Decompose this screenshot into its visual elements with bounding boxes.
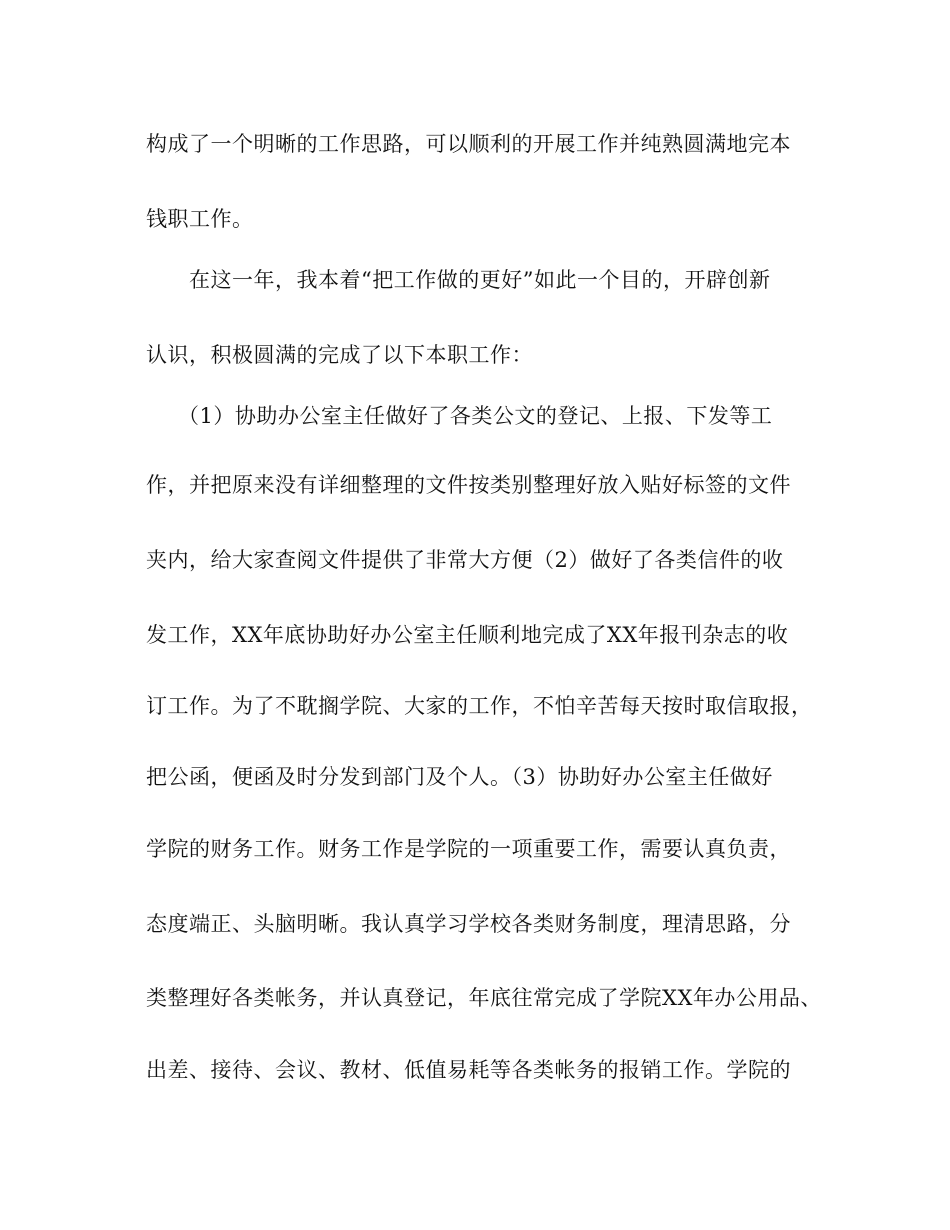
text-line: 出差、接待、会议、教材、低值易耗等各类帐务的报销工作。学院的 — [146, 1058, 791, 1082]
text-line: 订工作。为了不耽搁学院、大家的工作，不怕辛苦每天按时取信取报， — [146, 694, 813, 718]
paragraph-start-line: 在这一年，我本着“把工作做的更好”如此一个目的，开辟创新 — [189, 268, 771, 292]
text-line: 发工作，XX年底协助好办公室主任顺利地完成了XX年报刊杂志的收 — [146, 623, 789, 647]
text-line: 把公函，便函及时分发到部门及个人。（3）协助好办公室主任做好 — [146, 765, 773, 789]
text-line: 夹内，给大家查阅文件提供了非常大方便（2）做好了各类信件的收 — [146, 548, 784, 572]
text-line: 类整理好各类帐务，并认真登记，年底往常完成了学院XX年办公用品、 — [146, 986, 822, 1010]
text-line: 认识，积极圆满的完成了以下本职工作： — [146, 343, 533, 367]
text-line: 学院的财务工作。财务工作是学院的一项重要工作，需要认真负责， — [146, 837, 791, 861]
text-line: 作，并把原来没有详细整理的文件按类别整理好放入贴好标签的文件 — [146, 473, 791, 497]
paragraph-start-line: （1）协助办公室主任做好了各类公文的登记、上报、下发等工 — [178, 404, 773, 428]
text-line: 构成了一个明晰的工作思路，可以顺利的开展工作并纯熟圆满地完本 — [146, 132, 791, 156]
text-line: 钱职工作。 — [146, 207, 254, 231]
text-line: 态度端正、头脑明晰。我认真学习学校各类财务制度，理清思路，分 — [146, 912, 791, 936]
